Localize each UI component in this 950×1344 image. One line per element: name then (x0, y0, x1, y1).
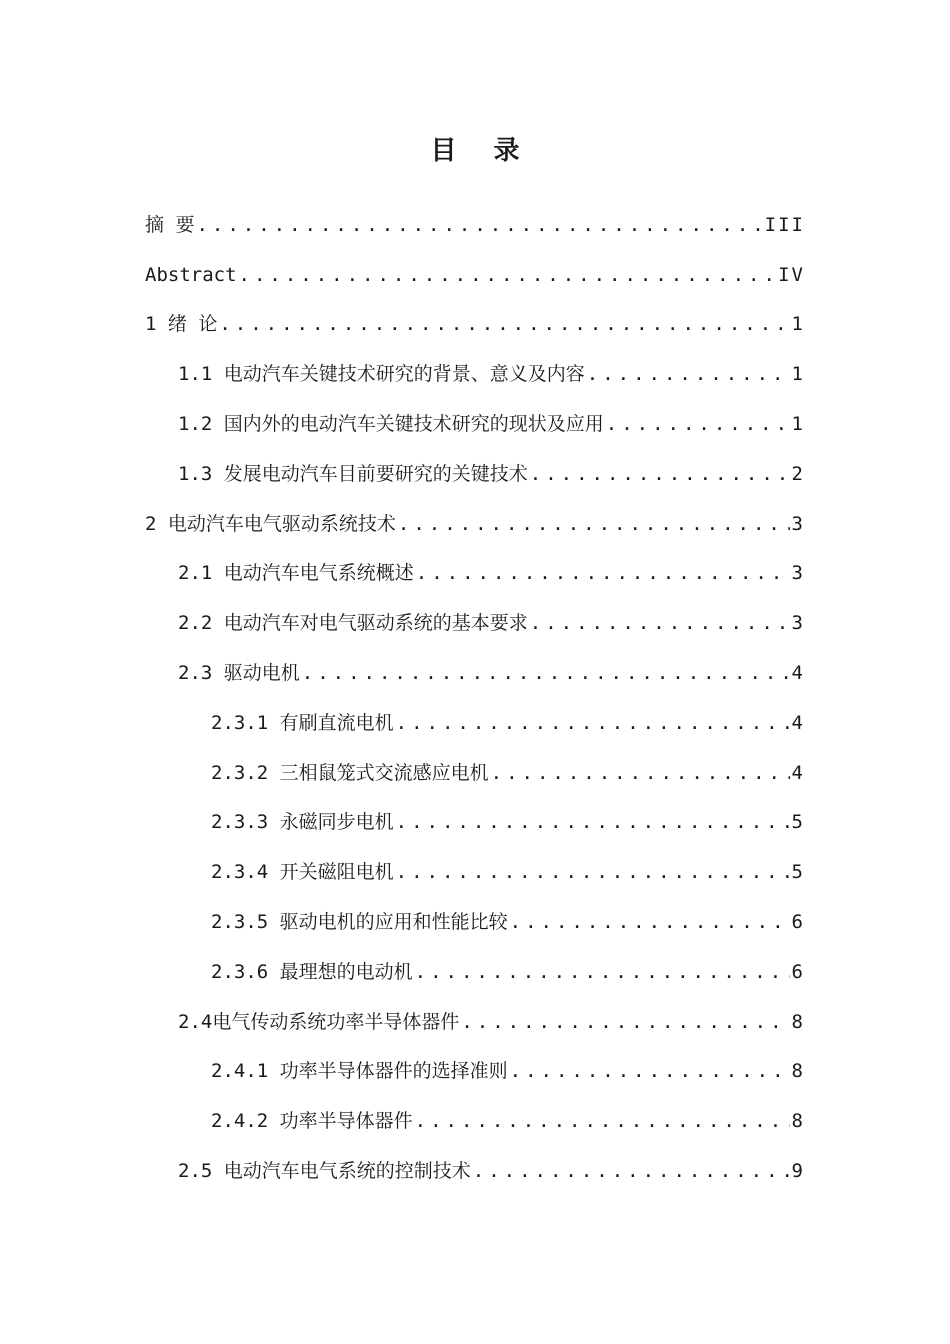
toc-entry-text: 2.2 电动汽车对电气驱动系统的基本要求 (178, 612, 528, 635)
toc-dot-leader (396, 859, 790, 885)
toc-entry[interactable] (0, 1096, 950, 1146)
toc-entry-text: Abstract (145, 263, 237, 286)
toc-entry[interactable] (0, 598, 950, 648)
toc-entry[interactable] (0, 947, 950, 997)
toc-entry-page-number: 1 (791, 413, 805, 436)
toc-entry-text: 1.1 电动汽车关键技术研究的背景、意义及内容 (178, 363, 585, 386)
toc-entry-page-number: 8 (791, 1110, 805, 1133)
toc-entry-page-number: 3 (791, 612, 805, 635)
toc-entry[interactable] (0, 1047, 950, 1097)
toc-entry-text: 2.4.1 功率半导体器件的选择准则 (211, 1060, 508, 1083)
toc-entry-page-number: 1 (791, 313, 805, 336)
toc-dot-leader (219, 311, 789, 337)
toc-dot-leader (396, 809, 790, 835)
toc-entry-text: 2.3.6 最理想的电动机 (211, 960, 413, 983)
toc-entry-page-number: 6 (791, 960, 805, 983)
toc-entry-text: 2.3.4 开关磁阻电机 (211, 861, 394, 884)
toc-entry-page-number: 9 (791, 1160, 805, 1183)
toc-entry[interactable] (0, 399, 950, 449)
toc-entry-text: 1.3 发展电动汽车目前要研究的关键技术 (178, 462, 528, 485)
toc-entry[interactable] (0, 200, 950, 250)
toc-entry-text: 2.4电气传动系统功率半导体器件 (178, 1010, 460, 1033)
toc-entry[interactable] (0, 997, 950, 1047)
toc-entry-page-number: 6 (791, 911, 805, 934)
toc-dot-leader (473, 1158, 790, 1184)
toc-dot-leader (416, 560, 790, 586)
toc-dot-leader (461, 1009, 789, 1035)
toc-entry-page-number: 5 (791, 861, 805, 884)
toc-entry[interactable] (0, 549, 950, 599)
toc-entry-text: 2.3.2 三相鼠笼式交流感应电机 (211, 761, 489, 784)
toc-entry-page-number: III (764, 213, 805, 236)
toc-entry-page-number: 4 (791, 711, 805, 734)
toc-dot-leader (239, 262, 777, 288)
toc-entry-text: 摘 要 (145, 213, 195, 236)
toc-dot-leader (398, 511, 790, 537)
toc-entry-page-number: 8 (791, 1010, 805, 1033)
toc-entry[interactable] (0, 847, 950, 897)
toc-entry[interactable] (0, 300, 950, 350)
toc-entry-page-number: 4 (791, 761, 805, 784)
toc-entry-page-number: 8 (791, 1060, 805, 1083)
toc-entry-text: 2.3.3 永磁同步电机 (211, 811, 394, 834)
toc-dot-leader (396, 710, 790, 736)
toc-entry-text: 2.3 驱动电机 (178, 662, 300, 685)
toc-entry[interactable] (0, 897, 950, 947)
toc-dot-leader (491, 760, 790, 786)
toc-dot-leader (196, 212, 762, 238)
toc-dot-leader (510, 909, 790, 935)
toc-entry-text: 2.1 电动汽车电气系统概述 (178, 562, 414, 585)
toc-entry-page-number: 2 (791, 462, 805, 485)
toc-entry[interactable] (0, 349, 950, 399)
toc-entry-text: 1 绪 论 (145, 313, 218, 336)
toc-entry[interactable] (0, 748, 950, 798)
toc-entry-page-number: 4 (791, 662, 805, 685)
toc-list (0, 200, 950, 1196)
toc-entry[interactable] (0, 698, 950, 748)
toc-entry[interactable] (0, 449, 950, 499)
toc-dot-leader (510, 1058, 790, 1084)
toc-entry[interactable] (0, 1146, 950, 1196)
toc-dot-leader (415, 959, 790, 985)
toc-entry[interactable] (0, 499, 950, 549)
toc-entry[interactable] (0, 798, 950, 848)
toc-entry-page-number: 1 (791, 363, 805, 386)
toc-entry-text: 2.4.2 功率半导体器件 (211, 1110, 413, 1133)
toc-dot-leader (530, 461, 790, 487)
toc-entry[interactable] (0, 648, 950, 698)
toc-entry-text: 1.2 国内外的电动汽车关键技术研究的现状及应用 (178, 413, 604, 436)
toc-title: 目 录 (430, 136, 534, 166)
toc-dot-leader (530, 610, 790, 636)
toc-dot-leader (606, 411, 790, 437)
toc-dot-leader (302, 660, 790, 686)
toc-entry-text: 2.3.1 有刷直流电机 (211, 711, 394, 734)
toc-entry-page-number: 3 (791, 562, 805, 585)
toc-entry[interactable] (0, 250, 950, 300)
toc-entry-page-number: 3 (791, 512, 805, 535)
toc-entry-text: 2.5 电动汽车电气系统的控制技术 (178, 1160, 471, 1183)
toc-dot-leader (587, 361, 790, 387)
toc-entry-page-number: IV (778, 263, 805, 286)
toc-entry-text: 2 电动汽车电气驱动系统技术 (145, 512, 396, 535)
toc-dot-leader (415, 1108, 790, 1134)
toc-entry-text: 2.3.5 驱动电机的应用和性能比较 (211, 911, 508, 934)
toc-entry-page-number: 5 (791, 811, 805, 834)
